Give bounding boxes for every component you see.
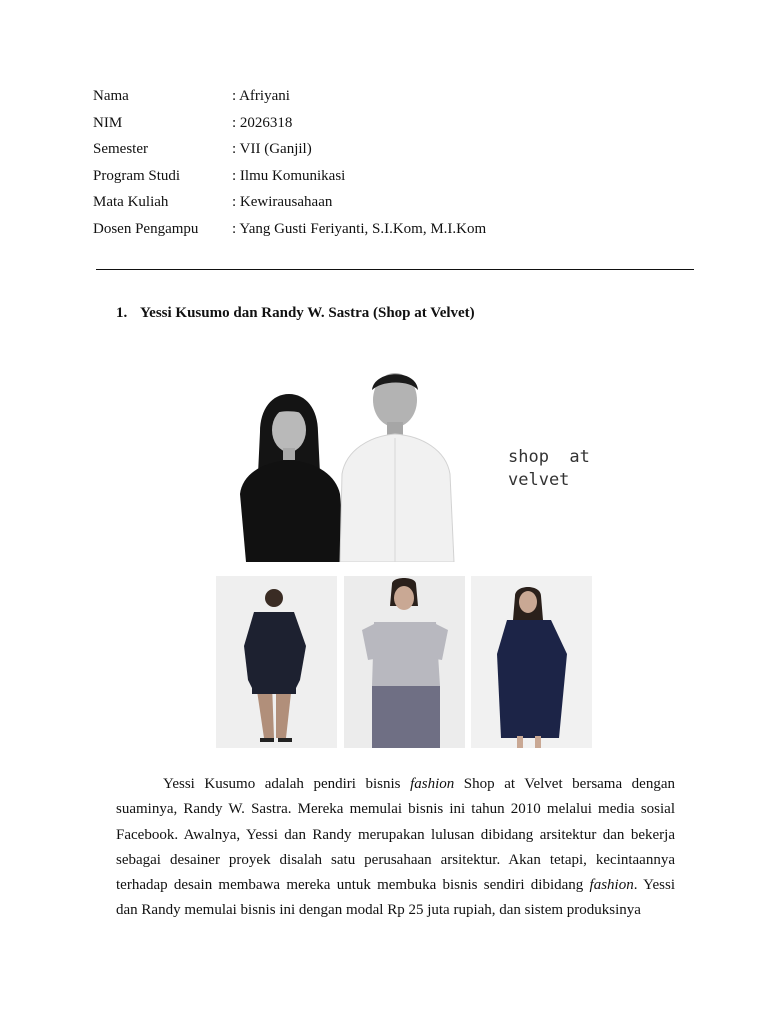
section-heading bbox=[116, 305, 475, 322]
paragraph-text-3: . Yessi dan Randy memulai bisnis ini dengan modal Rp 25 juta rupiah, dan sistem produksinya bbox=[116, 877, 675, 919]
info-value: : VII (Ganjil) bbox=[232, 141, 312, 157]
info-label: NIM bbox=[93, 114, 123, 131]
founders-photo bbox=[232, 364, 596, 562]
brand-line-1: shop at bbox=[508, 447, 590, 467]
man-figure bbox=[340, 373, 454, 562]
section-number: 1. bbox=[116, 305, 128, 321]
info-value: : Ilmu Komunikasi bbox=[232, 167, 346, 184]
info-label: Semester bbox=[93, 141, 148, 157]
info-value: : Yang Gusti Feriyanti, S.I.Kom, M.I.Kom bbox=[232, 220, 487, 237]
info-row-program-studi bbox=[93, 166, 486, 193]
product-photo-black-outfit bbox=[216, 576, 337, 748]
info-label: Program Studi bbox=[93, 167, 181, 184]
info-label: Nama bbox=[93, 88, 129, 104]
info-row-mata-kuliah bbox=[93, 192, 486, 219]
info-label: Mata Kuliah bbox=[93, 194, 169, 210]
info-value: : 2026318 bbox=[232, 114, 293, 131]
info-row-nama bbox=[93, 86, 486, 113]
body-paragraph bbox=[116, 772, 675, 924]
woman-figure bbox=[240, 394, 346, 562]
product-photo-grey-top bbox=[344, 576, 465, 748]
paragraph-text-1: Yessi Kusumo adalah pendiri bisnis bbox=[163, 776, 411, 792]
paragraph-emphasis-2: fashion bbox=[589, 877, 634, 894]
paragraph-emphasis-1: fashion bbox=[410, 776, 455, 792]
info-value: : Kewirausahaan bbox=[232, 194, 333, 210]
product-photo-navy-dress bbox=[471, 576, 592, 748]
info-row-nim bbox=[93, 113, 486, 140]
info-value: : Afriyani bbox=[232, 88, 290, 104]
section-title: Yessi Kusumo dan Randy W. Sastra (Shop at Velvet) bbox=[140, 305, 475, 321]
brand-logo-text bbox=[508, 446, 590, 492]
student-info bbox=[93, 86, 486, 245]
info-row-dosen bbox=[93, 219, 486, 246]
divider-line bbox=[96, 269, 694, 270]
info-label: Dosen Pengampu bbox=[93, 220, 199, 237]
brand-line-2: velvet bbox=[508, 470, 570, 490]
info-row-semester bbox=[93, 139, 486, 166]
paragraph-text-2: Shop at Velvet bersama dengan suaminya, Randy W. Sastra. Mereka memulai bisnis ini tahun 2010 melalui media sosial Facebook. Awalnya, Yessi dan Randy merupakan lulusan dibidang arsitektur dan bekerja sebagai desainer proyek disalah satu perusahaan arsitektur. Akan tetapi, kecintaannya terhadap desain membawa mereka untuk membuka bisnis sendiri dibidang bbox=[116, 776, 675, 894]
